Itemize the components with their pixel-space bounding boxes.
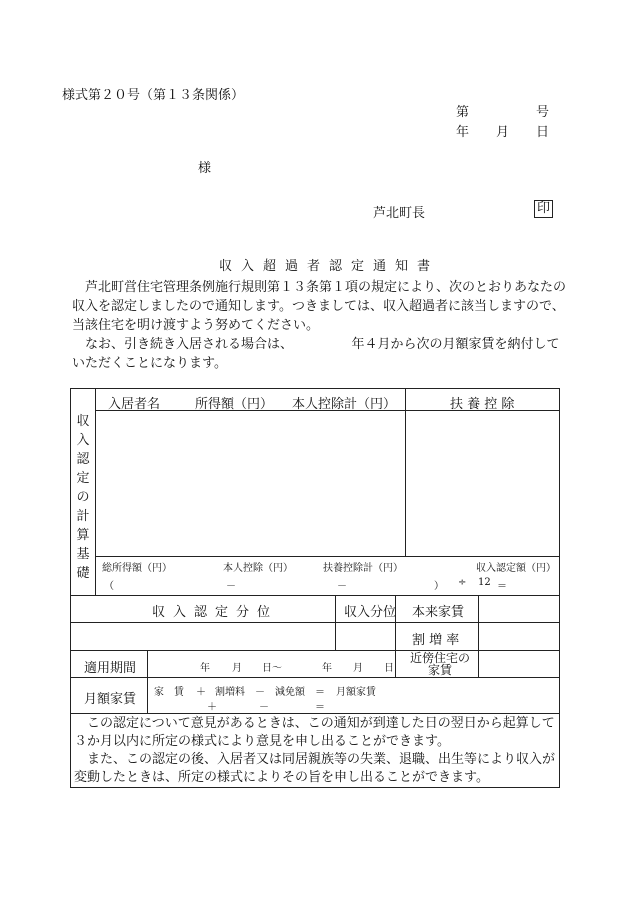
side-char: 定 bbox=[76, 471, 90, 486]
close-paren: ） bbox=[434, 581, 444, 592]
body-text bbox=[72, 278, 572, 373]
formula-surcharge: 割増料 bbox=[215, 687, 245, 698]
col-personal-deduction: 本人控除計（円） bbox=[292, 397, 397, 412]
period-month-end: 月 bbox=[353, 663, 363, 674]
seal-mark: 印 bbox=[534, 200, 553, 218]
number-label-2: 号 bbox=[536, 105, 550, 120]
col-resident-name: 入居者名 bbox=[108, 397, 161, 412]
base-rent-label: 本来家賃 bbox=[412, 605, 465, 620]
formula-plus: ＋ bbox=[196, 687, 206, 698]
period-month-start: 月 bbox=[232, 663, 242, 674]
period-year-start: 年 bbox=[200, 663, 210, 674]
document-title: 収入超過者認定通知書 bbox=[219, 259, 440, 274]
period-day-start: 日～ bbox=[262, 663, 282, 674]
nearby-rent-line-1: 近傍住宅の bbox=[409, 651, 470, 665]
body-paragraph-2: なお、引き続き入居される場合は、 年４月から次の月額家賃を納付していただくことになります。 bbox=[72, 337, 560, 371]
period-year-end: 年 bbox=[322, 663, 332, 674]
formula-minus-2: － bbox=[259, 702, 269, 713]
formula-minus: － bbox=[255, 687, 265, 698]
date-month: 月 bbox=[496, 125, 510, 140]
nearby-rent-label bbox=[402, 652, 478, 676]
side-char: 認 bbox=[76, 452, 90, 467]
side-char: の bbox=[76, 490, 90, 505]
formula-rent: 家 賃 bbox=[154, 687, 184, 698]
formula-equals-2: ＝ bbox=[315, 702, 325, 713]
date-year: 年 bbox=[456, 125, 470, 140]
calc-basis-vertical-label bbox=[75, 412, 91, 583]
label-personal-deduction: 本人控除（円） bbox=[223, 563, 293, 574]
col-income: 所得額（円） bbox=[195, 397, 274, 412]
income-class-label: 収入分位 bbox=[344, 605, 397, 620]
note-objection: この認定について意見があるときは、この通知が到達した日の翌日から起算して３か月以内に所定の様式により意見を申し出ることができます。 bbox=[74, 716, 555, 749]
side-char: 収 bbox=[76, 414, 90, 429]
divisor-twelve: 12 bbox=[478, 577, 491, 588]
formula-reduction: 減免額 bbox=[275, 687, 305, 698]
side-char: 礎 bbox=[76, 566, 90, 581]
addressee-suffix: 様 bbox=[198, 161, 212, 176]
number-label-1: 第 bbox=[456, 105, 470, 120]
surcharge-rate-label: 割 増 率 bbox=[412, 633, 460, 648]
open-paren: （ bbox=[104, 581, 114, 592]
formula-plus-2: ＋ bbox=[207, 702, 217, 713]
note-income-change: また、この認定の後、入居者又は同居親族等の失業、退職、出生等により収入が変動したときは、所定の様式によりその旨を申し出ることができます。 bbox=[74, 752, 556, 785]
side-char: 算 bbox=[76, 528, 90, 543]
equals-sign: ＝ bbox=[497, 581, 507, 592]
issuer: 芦北町長 bbox=[373, 206, 426, 221]
label-certified-income: 収入認定額（円） bbox=[476, 563, 556, 574]
date-day: 日 bbox=[536, 125, 550, 140]
minus-sign: － bbox=[337, 581, 347, 592]
label-total-income: 総所得額（円） bbox=[102, 563, 172, 574]
body-paragraph-1: 芦北町営住宅管理条例施行規則第１３条第１項の規定により、次のとおりあなたの収入を認定しましたので通知します。つきましては、収入超過者に該当しますので、当該住宅を明け渡すよう努めてください。 bbox=[72, 280, 567, 333]
divide-sign: ÷ bbox=[458, 577, 467, 588]
nearby-rent-line-2: 家賃 bbox=[427, 663, 452, 677]
period-label: 適用期間 bbox=[84, 661, 137, 676]
minus-sign: － bbox=[226, 581, 236, 592]
income-category-label: 収入認定分位 bbox=[152, 605, 279, 620]
side-char: 基 bbox=[76, 547, 90, 562]
formula-equals: ＝ bbox=[315, 687, 325, 698]
notes bbox=[74, 715, 558, 787]
side-char: 計 bbox=[76, 509, 90, 524]
form-number: 様式第２０号（第１３条関係） bbox=[62, 88, 245, 103]
label-dependent-total: 扶養控除計（円） bbox=[323, 563, 403, 574]
side-char: 入 bbox=[76, 433, 90, 448]
period-day-end: 日 bbox=[384, 663, 394, 674]
col-dependent-deduction: 扶 養 控 除 bbox=[450, 397, 515, 412]
formula-monthly-rent: 月額家賃 bbox=[336, 687, 376, 698]
monthly-rent-label: 月額家賃 bbox=[84, 692, 137, 707]
